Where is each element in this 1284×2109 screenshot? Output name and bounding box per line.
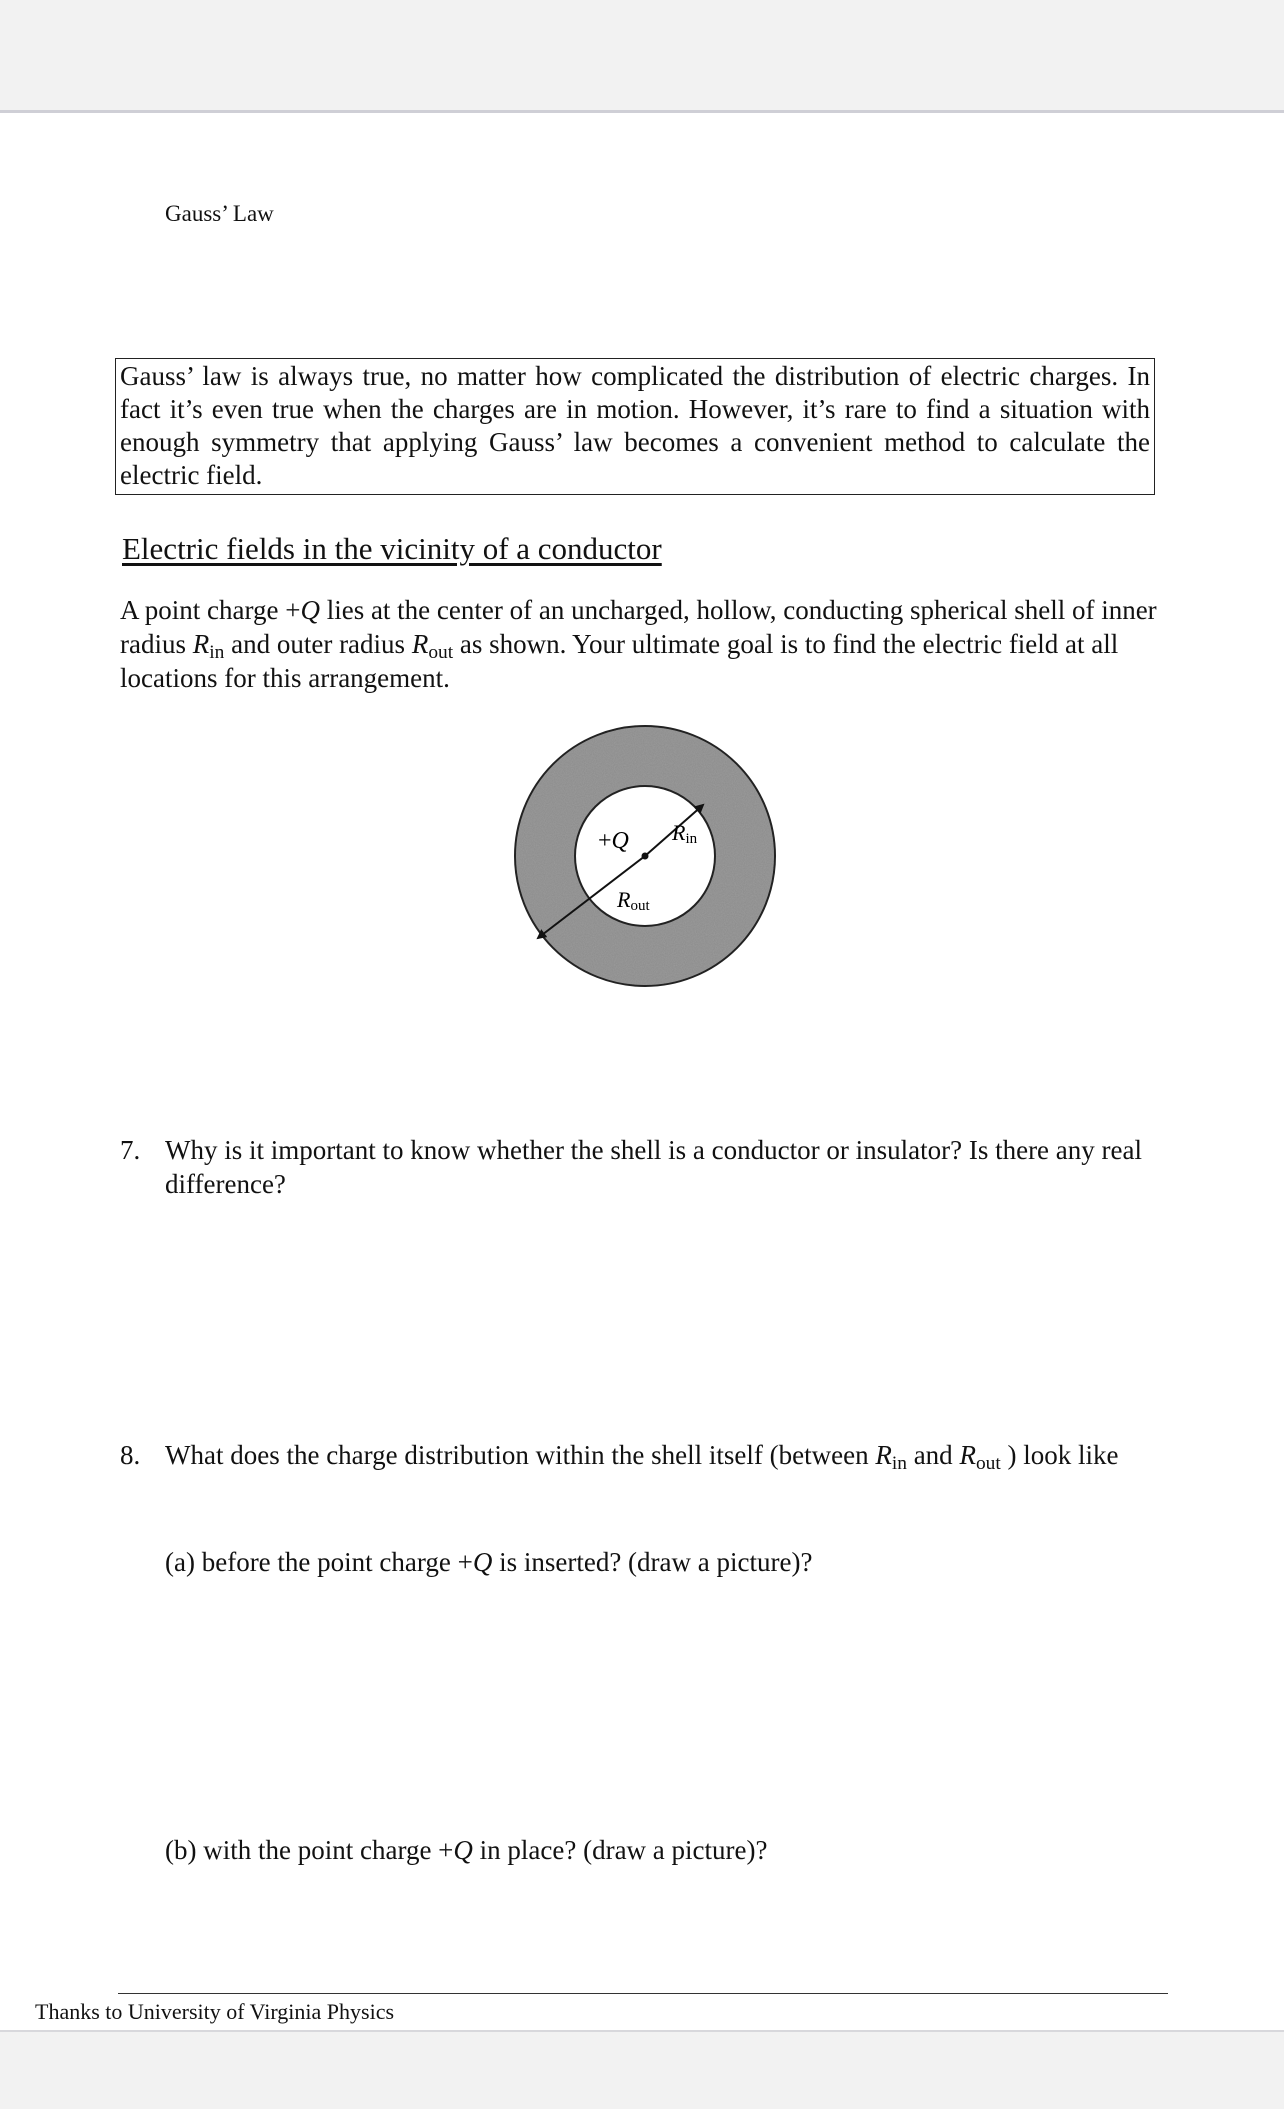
footer-divider [118, 1993, 1168, 1994]
spherical-shell-diagram [510, 721, 780, 991]
question-8a: (a) before the point charge +Q is inserted? (draw a picture)? [165, 1547, 813, 1577]
r-out-label: Rout [617, 887, 650, 914]
top-toolbar-band [0, 0, 1284, 113]
question-number: 8. [120, 1440, 141, 1470]
bottom-band [0, 2030, 1284, 2109]
intro-box: Gauss’ law is always true, no matter how complicated the distribution of electric charges. In fact it’s even true when the charges are in motion. However, it’s rare to find a situation with enough symmetry that applying Gauss’ law becomes a convenient method to calculate the electric field. [115, 358, 1155, 495]
section-heading: Electric fields in the vicinity of a conductor [122, 531, 662, 566]
question-text: What does the charge distribution within the shell itself (between $R_{in}$ and $R_{out}$ ) look like [165, 1440, 1119, 1474]
charge-label: +Q [598, 828, 629, 854]
r-in-label: Rin [672, 820, 698, 847]
page-header-title: Gauss’ Law [165, 201, 274, 226]
section-paragraph: A point charge +Q lies at the center of an uncharged, hollow, conducting spherical shell of inner radius $R_{in}$ and outer radius $R_{out}$ as shown. Your ultimate goal is to find the electric field at all locations for this arrangement. [120, 595, 1157, 693]
point-charge-dot [642, 853, 649, 860]
question-number: 7. [120, 1135, 141, 1165]
footer-line-1: Thanks to University of Virginia Physics [35, 1999, 395, 2024]
question-text: Why is it important to know whether the shell is a conductor or insulator? Is there any real difference? [165, 1135, 1142, 1199]
document-page [0, 113, 1284, 2030]
question-8b: (b) with the point charge +Q in place? (draw a picture)? [165, 1835, 768, 1865]
